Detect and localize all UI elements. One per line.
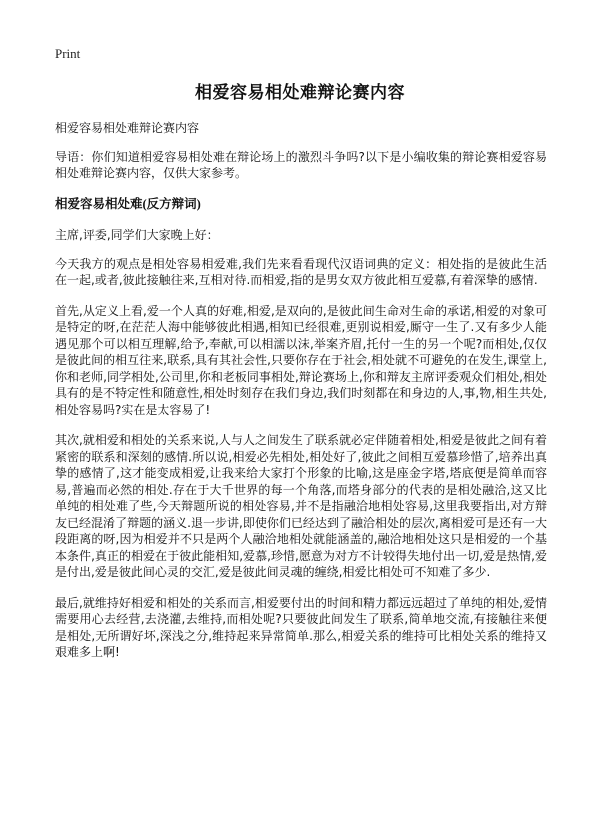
page-title: 相爱容易相处难辩论赛内容 <box>195 83 405 103</box>
body-paragraph-2: 首先,从定义上看,爱一个人真的好难,相爱,是双向的,是彼此间生命对生命的承诺,相爱的对象可是特定的呀,在茫茫人海中能够彼此相遇,相知已经很难,更别说相爱,厮守一生了.又有多少人能遇见那个可以相互理解,给予,奉献,可以相濡以沫,举案齐眉,托付一生的另一个呢?而相处,仅仅是彼此间的相互往来,联系,具有其社会性,只要你存在于社会,相处就不可避免的在发生,课堂上,你和老师,同学相处,公司里,你和老板同事相处,辩论赛场上,你和辩友主席评委观众们相处,相处具有的是不特定性和随意性,相处时刻存在我们身边,我们时刻都在和身边的人,事,物,相生共处,相处容易吗?实在是太容易了! <box>55 303 547 417</box>
section-heading-suffix: (反方辩词) <box>142 196 201 211</box>
article-body <box>55 120 547 675</box>
print-link[interactable]: Print <box>55 46 81 61</box>
body-paragraph-3: 其次,就相爱和相处的关系来说,人与人之间发生了联系就必定伴随着相处,相爱是彼此之间有着紧密的联系和深刻的感情.所以说,相爱必先相处,相处好了,彼此之间相互爱慕珍惜了,培养出真挚的感情了,这才能变成相爱,让我来给大家打个形象的比喻,这是座金字塔,塔底便是简单而容易,普遍而必然的相处.存在于大千世界的每一个角落,而塔身部分的代表的是相处融洽,这又比单纯的相处难了些,今天辩题所说的相处容易,并不是指融洽地相处容易,这里我要指出,对方辩友已经混淆了辩题的涵义.退一步讲,即使你们已经达到了融洽相处的层次,离相爱可是还有一大段距离的呀,因为相爱并不只是两个人融洽地相处就能涵盖的,融洽地相处这只是相爱的一个基本条件,真正的相爱在于彼此能相知,爱慕,珍惜,愿意为对方不计较得失地付出一切,爱是热情,爱是付出,爱是彼此间心灵的交汇,爱是彼此间灵魂的缠绕,相爱比相处可不知难了多少. <box>55 433 547 579</box>
section-heading <box>55 196 547 213</box>
body-paragraph-4: 最后,就维持好相爱和相处的关系而言,相爱要付出的时间和精力都远远超过了单纯的相处,爱情需要用心去经营,去浇灌,去维持,而相处呢?只要彼此间发生了联系,简单地交流,有接触往来便是相处,无所谓好坏,深浅之分,维持起来异常简单.那么,相爱关系的维持可比相处关系的维持又艰难多上啊! <box>55 595 547 659</box>
article-subtitle: 相爱容易相处难辩论赛内容 <box>55 121 200 135</box>
intro-paragraph: 导语：你们知道相爱容易相处难在辩论场上的激烈斗争吗?以下是小编收集的辩论赛相爱容易相处难辩论赛内容，仅供大家参考。 <box>55 149 547 180</box>
section-heading-text: 相爱容易相处难 <box>55 195 143 211</box>
greeting-paragraph: 主席,评委,同学们大家晚上好： <box>55 228 219 242</box>
body-paragraph-1: 今天我方的观点是相处容易相爱难,我们先来看看现代汉语词典的定义：相处指的是彼此生活在一起,或者,彼此接触往来,互相对待.而相爱,指的是男女双方彼此相互爱慕,有着深挚的感情. <box>55 256 547 287</box>
